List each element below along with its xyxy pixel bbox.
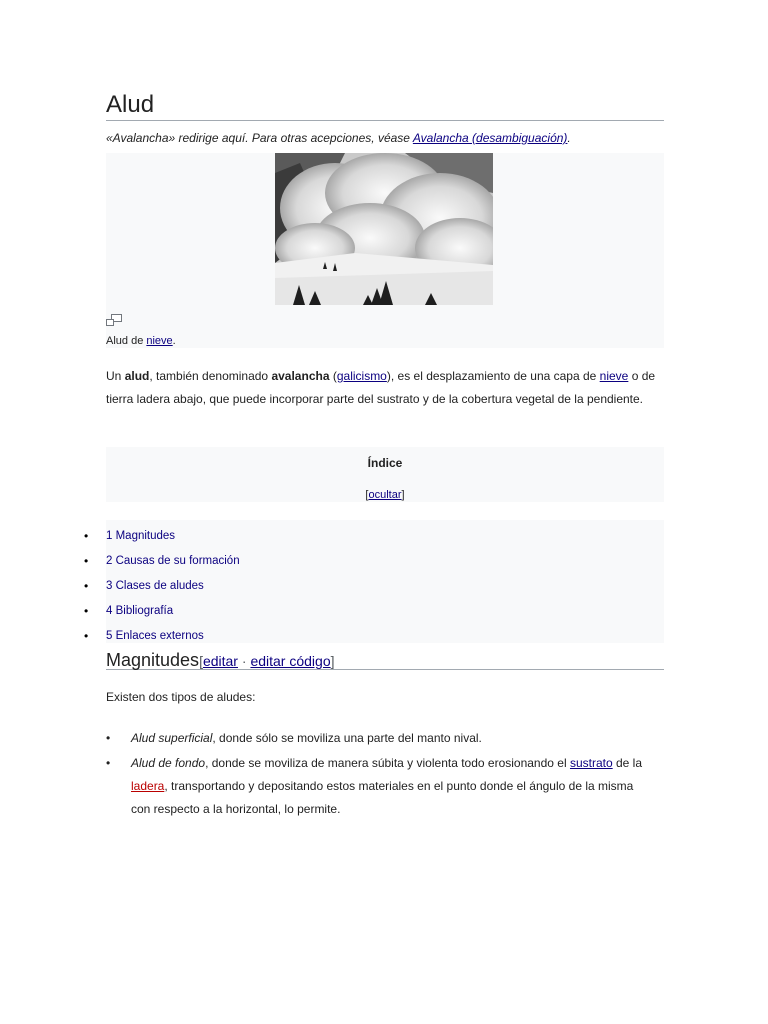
term-description-cont: de la [612,756,643,770]
intro-bold-avalancha: avalancha [271,369,330,383]
intro-text-4: ), es el desplazamiento de una capa de [386,369,600,383]
toc-toggle-close: ] [401,489,405,501]
list-item [106,752,651,821]
toc-item [84,553,240,578]
bullet-icon: • [84,554,89,568]
list-item [106,727,651,750]
caption-text: Alud de [106,335,147,347]
hatnote-suffix: . [567,131,571,145]
image-caption [106,334,176,348]
intro-text-2: , también denominado [149,369,272,383]
avalanche-photo[interactable] [275,153,493,305]
bullet-icon: • [106,756,111,770]
magnify-clip-icon[interactable] [106,313,122,325]
galicismo-link[interactable]: galicismo [336,369,387,383]
term-alud-superficial: Alud superficial [131,731,213,745]
toc-link-bibliografia[interactable]: 4 Bibliografía [106,605,174,617]
toc-header [106,447,664,502]
toc-item [84,603,240,628]
hatnote [106,130,706,146]
toc-title: Índice [367,456,403,470]
toc-link-clases[interactable]: 3 Clases de aludes [106,580,204,592]
toc-toggle [106,488,664,502]
edit-close-bracket: ] [330,653,335,669]
term-description: , donde se moviliza de manera súbita y violenta todo erosionando el [205,756,570,770]
edit-section-links [199,653,334,669]
toc-link-magnitudes[interactable]: 1 Magnitudes [106,530,176,542]
intro-text-1: Un [106,369,125,383]
toc-toggle-open: [ [365,489,369,501]
toc-link-enlaces[interactable]: 5 Enlaces externos [106,630,204,642]
image-thumbnail [106,153,664,348]
term-description-end: , transportando y depositando estos materiales en el punto donde el ángulo de la misma con respecto a la horizontal, lo permite. [131,779,634,816]
edit-separator: · [237,653,251,669]
bullet-icon: • [84,629,89,643]
bullet-icon: • [84,579,89,593]
disambiguation-link[interactable]: Avalancha (desambiguación) [412,131,568,145]
types-list [106,727,651,823]
section-title: Magnitudes [106,650,200,670]
types-lead: Existen dos tipos de aludes: [106,690,256,704]
page-title: Alud [106,90,664,121]
caption-nieve-link[interactable]: nieve [146,335,173,347]
avalanche-photo-svg [275,153,493,305]
edit-code-link[interactable]: editar código [250,653,331,669]
section-heading-magnitudes [106,645,664,670]
intro-bold-alud: alud [124,369,150,383]
term-description: , donde sólo se moviliza una parte del manto nival. [212,731,482,745]
hatnote-text: «Avalancha» redirige aquí. Para otras acepciones, véase [106,131,413,145]
intro-text-5: o de tierra ladera abajo, que puede incorporar parte del sustrato y de la cobertura vegetal de la pendiente. [106,369,656,406]
toc-item [84,578,240,603]
term-alud-de-fondo: Alud de fondo [131,756,206,770]
edit-open-bracket: [ [199,653,203,669]
toc-hide-link[interactable]: ocultar [368,489,402,501]
toc-list [84,528,240,653]
bullet-icon: • [84,604,89,618]
edit-link[interactable]: editar [202,653,238,669]
sustrato-link[interactable]: sustrato [569,756,613,770]
nieve-link[interactable]: nieve [599,369,629,383]
bullet-icon: • [84,529,89,543]
ladera-link[interactable]: ladera [131,779,165,793]
caption-suffix: . [172,335,176,347]
bullet-icon: • [106,731,111,745]
toc-link-causas[interactable]: 2 Causas de su formación [106,555,240,567]
magnify-clip-svg [106,314,122,326]
intro-paragraph [106,365,666,411]
intro-text-3: ( [329,369,337,383]
toc-item [84,528,240,553]
